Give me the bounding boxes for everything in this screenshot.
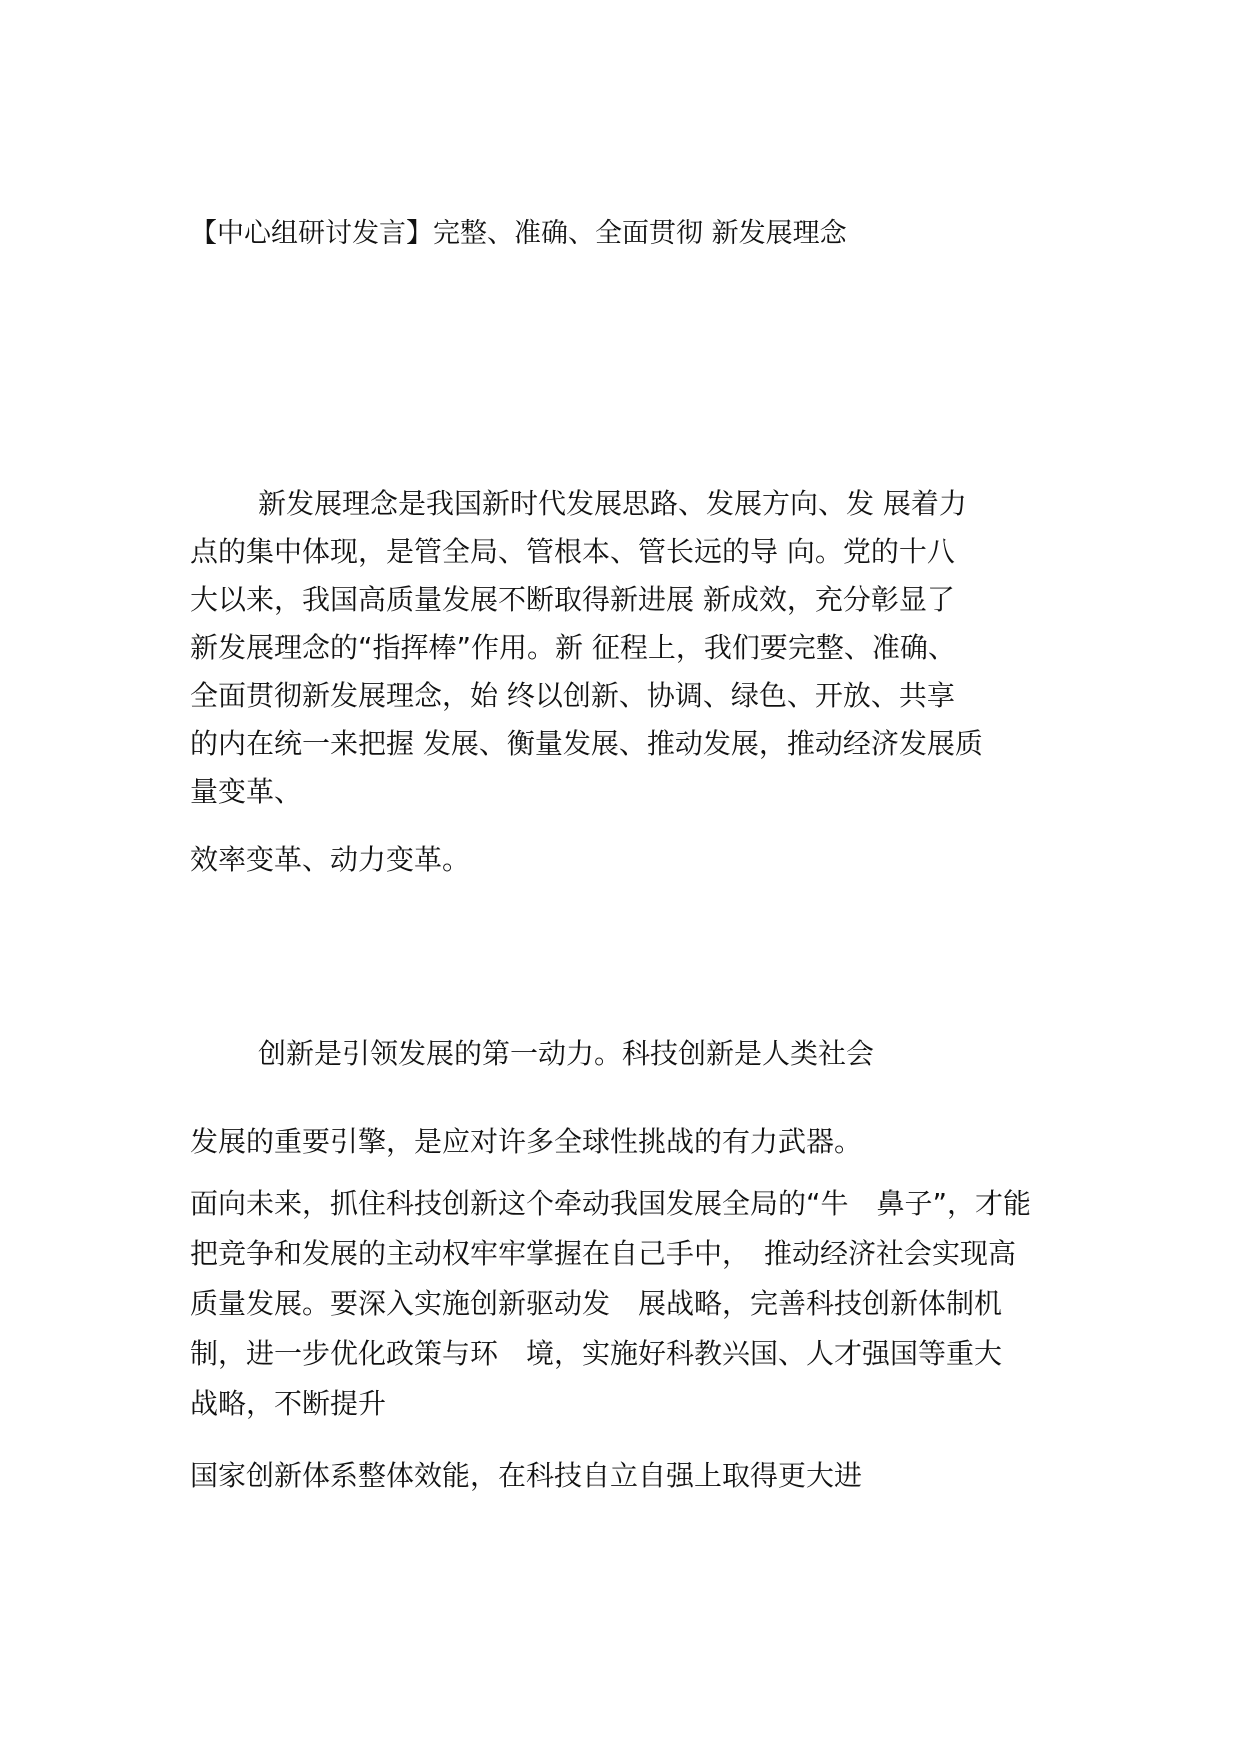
paragraph1-line-2: 点的集中体现，是管全局、管根本、管长远的导 向。党的十八 <box>190 535 955 568</box>
paragraph2-line-1: 创新是引领发展的第一动力。科技创新是人类社会 <box>258 1037 875 1070</box>
paragraph2-line-5: 质量发展。要深入实施创新驱动发 展战略，完善科技创新体制机 <box>190 1287 1003 1320</box>
paragraph2-line-7: 战略，不断提升 <box>190 1387 387 1420</box>
paragraph1-continuation: 效率变革、动力变革。 <box>190 843 471 876</box>
paragraph1-line-1: 新发展理念是我国新时代发展思路、发展方向、发 展着力 <box>258 487 967 520</box>
paragraph2-line-3: 面向未来，抓住科技创新这个牵动我国发展全局的“牛 鼻子”，才能 <box>190 1187 1032 1220</box>
paragraph1-line-5: 全面贯彻新发展理念，始 终以创新、协调、绿色、开放、共享 <box>190 679 955 712</box>
paragraph2-line-4: 把竞争和发展的主动权牢牢掌握在自己手中， 推动经济社会实现高 <box>190 1237 1017 1270</box>
document-title: 【中心组研讨发言】完整、准确、全面贯彻 新发展理念 <box>190 218 847 249</box>
paragraph2-last-line: 国家创新体系整体效能，在科技自立自强上取得更大进 <box>190 1459 863 1492</box>
paragraph1-line-7: 量变革、 <box>190 775 303 808</box>
paragraph1-line-4: 新发展理念的“指挥棒”作用。新 征程上，我们要完整、准确、 <box>190 631 956 664</box>
paragraph2-line-2: 发展的重要引擎，是应对许多全球性挑战的有力武器。 <box>190 1125 863 1158</box>
paragraph1-line-6: 的内在统一来把握 发展、衡量发展、推动发展，推动经济发展质 <box>190 727 983 760</box>
paragraph1-line-3: 大以来，我国高质量发展不断取得新进展 新成效，充分彰显了 <box>190 583 955 616</box>
paragraph2-line-6: 制，进一步优化政策与环 境，实施好科教兴国、人才强国等重大 <box>190 1337 1003 1370</box>
